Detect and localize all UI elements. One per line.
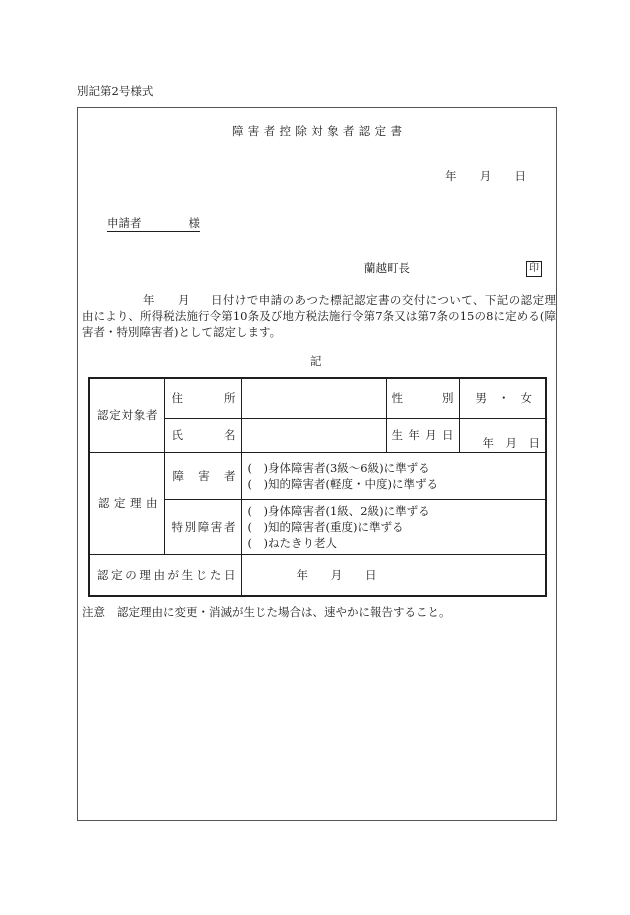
body-month: 月 bbox=[178, 293, 190, 307]
issue-date: 年 月 日 bbox=[445, 169, 526, 183]
body-year: 年 bbox=[143, 293, 155, 307]
disabled-label: 障 害 者 bbox=[172, 468, 236, 483]
disabled-options-cell bbox=[241, 452, 546, 499]
seal-mark: 印 bbox=[526, 261, 542, 277]
birthdate-value-cell bbox=[459, 418, 546, 452]
applicant-label: 申請者 bbox=[107, 216, 142, 230]
special-options bbox=[248, 503, 546, 551]
applicant-line bbox=[107, 216, 200, 232]
sex-options-cell bbox=[459, 378, 546, 418]
name-value-cell bbox=[241, 418, 386, 452]
birthdate-label-cell bbox=[386, 418, 459, 452]
option-physical-3-6: ( )身体障害者(3級～6級)に準ずる bbox=[247, 460, 430, 475]
disabled-options bbox=[248, 460, 546, 492]
option-intellectual-severe: ( )知的障害者(重度)に準ずる bbox=[247, 519, 404, 534]
date-arose-label-cell bbox=[89, 554, 241, 596]
option-bedridden: ( )ねたきり老人 bbox=[247, 535, 337, 550]
option-physical-1-2: ( )身体障害者(1級、2級)に準ずる bbox=[247, 503, 430, 518]
subject-label-cell bbox=[89, 378, 164, 452]
sex-label-cell bbox=[386, 378, 459, 418]
date-arose-value-cell bbox=[241, 554, 546, 596]
special-label: 特 別 障 害 者 bbox=[171, 519, 236, 534]
body-line-1: 日付けで申請のあつた標記認定書の交付について、下記の認定理 bbox=[211, 293, 556, 307]
address-label: 住 所 bbox=[171, 391, 236, 406]
reason-label-cell bbox=[89, 452, 164, 554]
note-text: 認定理由に変更・消滅が生じた場合は、速やかに報告すること。 bbox=[117, 605, 451, 619]
address-value-cell bbox=[241, 378, 386, 418]
ki-heading: 記 bbox=[310, 354, 322, 368]
sex-options: 男 ・ 女 bbox=[475, 391, 532, 406]
option-intellectual-mild: ( )知的障害者(軽度・中度)に準ずる bbox=[247, 476, 438, 491]
table-row bbox=[89, 452, 546, 499]
name-label: 氏 名 bbox=[171, 428, 236, 442]
disabled-label-cell bbox=[164, 452, 241, 499]
address-label-cell bbox=[164, 378, 241, 418]
name-label-cell bbox=[164, 418, 241, 452]
body-line-3: 害者・特別障害者)として認定します。 bbox=[82, 325, 282, 339]
table-row bbox=[89, 378, 546, 418]
birthdate-value: 年 月 日 bbox=[482, 435, 540, 450]
subject-label: 認 定 対 象 者 bbox=[97, 408, 158, 423]
sex-label: 性 別 bbox=[391, 391, 454, 406]
special-label-cell bbox=[164, 499, 241, 554]
body-line-2: 由により、所得税法施行令第10条及び地方税法施行令第7条又は第7条の15の8に定める(障 bbox=[82, 309, 556, 323]
issuer-name: 蘭越町長 bbox=[364, 261, 410, 275]
form-number: 別記第2号様式 bbox=[77, 84, 154, 98]
note-label: 注意 bbox=[82, 605, 105, 619]
date-arose-label: 認 定 の 理 由 が 生 じ た 日 bbox=[97, 567, 236, 582]
certification-table bbox=[88, 377, 547, 597]
applicant-honorific: 様 bbox=[188, 216, 200, 230]
birthdate-label: 生 年 月 日 bbox=[391, 428, 454, 442]
document-title: 障 害 者 控 除 対 象 者 認 定 書 bbox=[232, 124, 402, 138]
table-row bbox=[89, 554, 546, 596]
note bbox=[82, 604, 451, 620]
date-arose-value: 年 月 日 bbox=[296, 567, 377, 582]
reason-label: 認 定 理 由 bbox=[98, 496, 158, 510]
special-options-cell bbox=[241, 499, 546, 554]
